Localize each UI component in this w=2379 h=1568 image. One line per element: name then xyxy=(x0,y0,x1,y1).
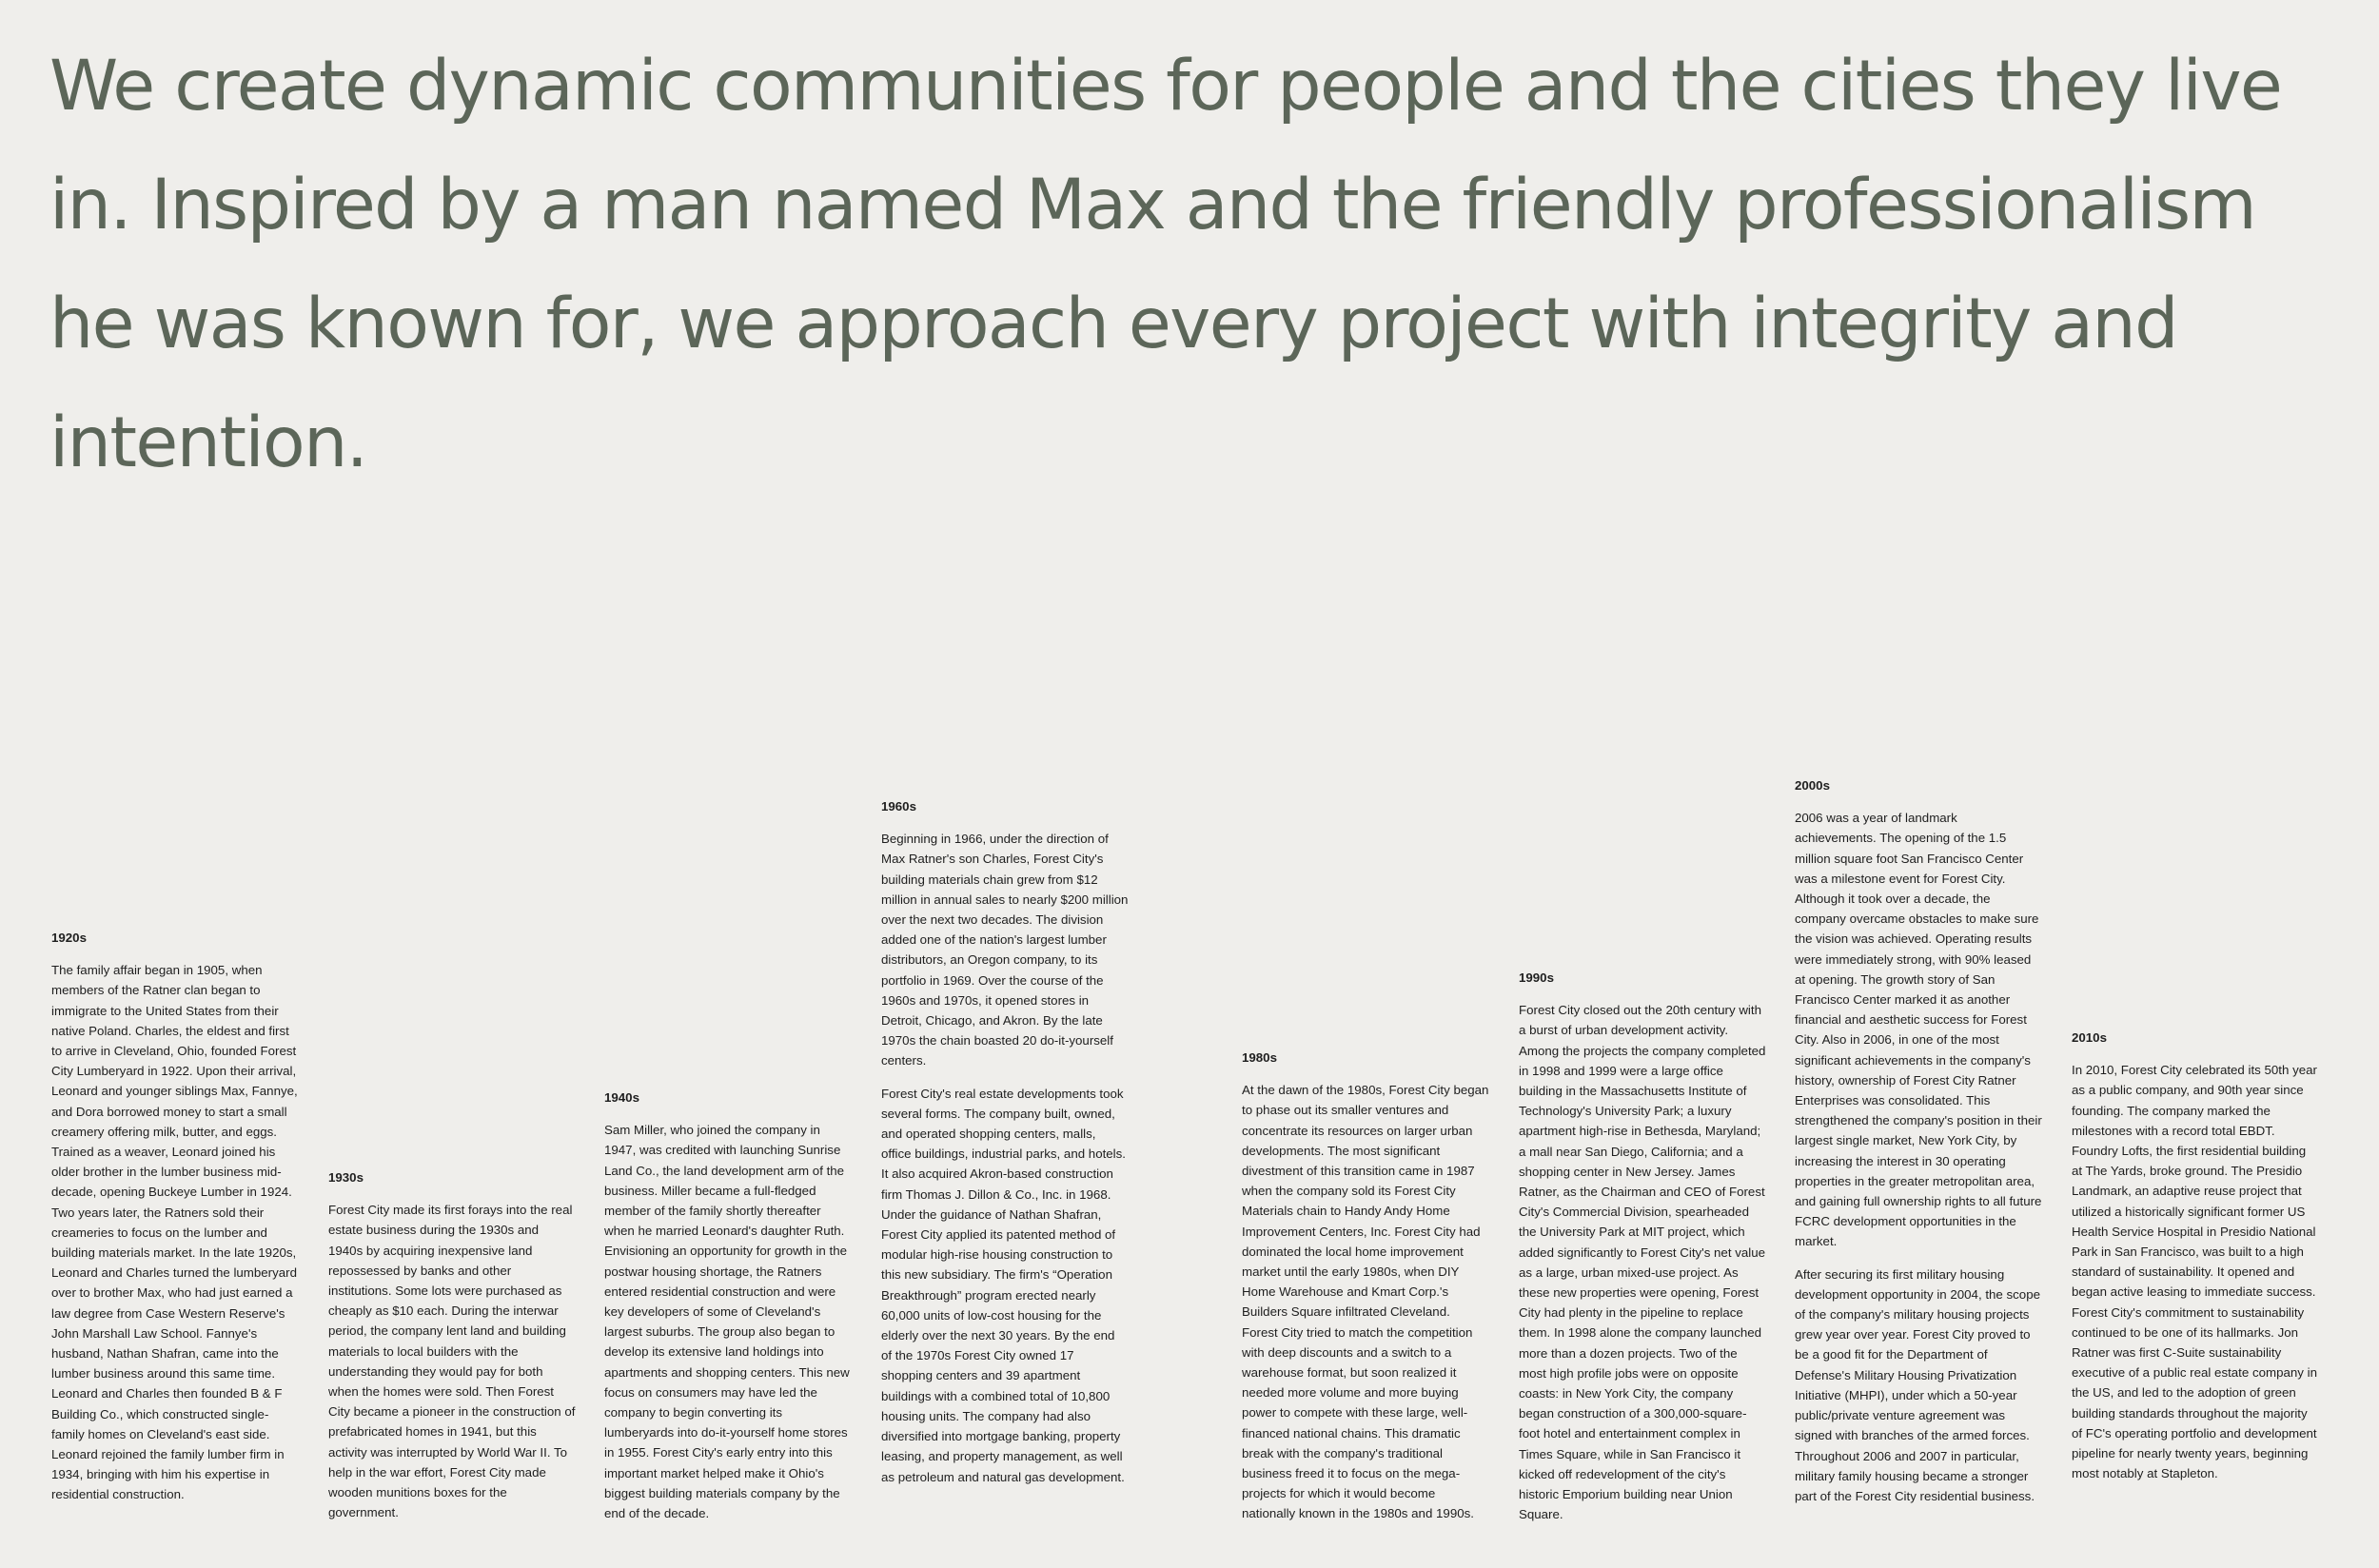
decade-heading: 1930s xyxy=(328,1170,364,1185)
decade-heading: 1940s xyxy=(604,1090,639,1105)
timeline-1940s xyxy=(604,1088,852,1536)
timeline-paragraph: After securing its first military housing development opportunity in 2004, the scope of the company's military housing projects grew year over year. Forest City proved to be a good fit for the Department of Defense's Military Housing Privatization Initiative (MHPI), under which a 50-year public/private venture agreement was signed with branches of the armed forces. Throughout 2006 and 2007 in particular, military family housing became a stronger part of the Forest City residential business. xyxy=(1795,1266,2040,1503)
timeline-paragraph: Forest City closed out the 20th century with a burst of urban development activity. Among the projects the company completed in 1998 and 1999 were a large office building in the Massachusetts Institute of Technology's University Park; a luxury apartment high-rise in Bethesda, Maryland; a mall near San Diego, California; and a shopping center in New Jersey. James Ratner, as the Chairman and CEO of Forest City's Commercial Division, spearheaded the University Park at MIT project, which added significantly to Forest City's net value as a large, urban mixed-use project. As these new properties were opening, Forest City had plenty in the pipeline to replace them. In 1998 alone the company launched more than a dozen projects. Two of the most high profile jobs were on opposite coasts: in New York City, the company began construction of a 300,000-square-foot hotel and entertainment complex in Times Square, while in San Francisco it kicked off redevelopment of the city's historic Emporium building near Union Square. xyxy=(1519,1003,1766,1522)
intro-statement: We create dynamic communities for people and the cities they live in. Inspired by a man named Max and the friendly professionalism he was known for, we approach every project with integrity and intention. xyxy=(49,46,2282,483)
timeline-2000s xyxy=(1795,775,2042,1519)
timeline-paragraph: Sam Miller, who joined the company in 1947, was credited with launching Sunrise Land Co., the land development arm of the business. Miller became a full-fledged member of the family shortly thereafter when he married Leonard's daughter Ruth. Envisioning an opportunity for growth in the postwar housing shortage, the Ratners entered residential construction and were key developers of some of Cleveland's largest suburbs. The group also began to develop its extensive land holdings into apartments and shopping centers. This new focus on consumers may have led the company to begin converting its lumberyards into do-it-yourself home stores in 1955. Forest City's early entry into this important market helped make it Ohio's biggest building materials company by the end of the decade. xyxy=(604,1123,850,1521)
timeline-paragraph: Forest City's real estate developments took several forms. The company built, owned, and operated shopping centers, malls, office buildings, industrial parks, and hotels. It also acquired Akron-based construction firm Thomas J. Dillon & Co., Inc. in 1968. Under the guidance of Nathan Shafran, Forest City applied its patented method of modular high-rise housing construction to this new subsidiary. The firm's “Operation Breakthrough” program erected nearly 60,000 units of low-cost housing for the elderly over the next 30 years. By the end of the 1970s Forest City owned 17 shopping centers and 39 apartment buildings with a combined total of 10,800 housing units. The company had also diversified into mortgage banking, property leasing, and property management, as well as petroleum and natural gas development. xyxy=(881,1086,1126,1484)
timeline-paragraph: At the dawn of the 1980s, Forest City began to phase out its smaller ventures and concentrate its resources on larger urban developments. The most significant divestment of this transition came in 1987 when the company sold its Forest City Materials chain to Handy Andy Home Improvement Centers, Inc. Forest City had dominated the local home improvement market until the early 1980s, when DIY Home Warehouse and Kmart Corp.'s Builders Square infiltrated Cleveland. Forest City tried to match the competition with deep discounts and a switch to a warehouse format, but soon realized it needed more volume and more buying power to compete with these large, well-financed national chains. This dramatic break with the company's traditional business freed it to focus on the mega-projects for which it would become nationally known in the 1980s and 1990s. xyxy=(1242,1083,1489,1521)
timeline-paragraph: In 2010, Forest City celebrated its 50th year as a public company, and 90th year since founding. The company marked the milestones with a record total EBDT. Foundry Lofts, the first residential building at The Yards, broke ground. The Presidio Landmark, an adaptive reuse project that utilized a historically significant former US Health Service Hospital in Presidio National Park in San Francisco, was built to a high standard of sustainability. It opened and began active leasing to immediate success. Forest City's commitment to sustainability continued to be one of its hallmarks. Jon Ratner was first C-Suite sustainability executive of a public real estate company in the US, and led to the adoption of green building standards throughout the majority of FC's operating portfolio and development pipeline for nearly twenty years, beginning most notably at Stapleton. xyxy=(2072,1063,2317,1481)
decade-heading: 1990s xyxy=(1519,970,1554,985)
timeline-1980s xyxy=(1242,1048,1489,1537)
timeline-1930s xyxy=(328,1167,576,1535)
timeline-paragraph: 2006 was a year of landmark achievements. The opening of the 1.5 million square foot San Francisco Center was a milestone event for Forest City. Although it took over a decade, the company overcame obstacles to make sure the vision was achieved. Operating results were immediately strong, with 90% leased at opening. The growth story of San Francisco Center marked it as another financial and aesthetic success for Forest City. Also in 2006, in one of the most significant achievements in the company's history, ownership of Forest City Ratner Enterprises was consolidated. This strengthened the company's position in their largest single market, New York City, by increasing the interest in 30 operating properties in the greater metropolitan area, and gaining full ownership rights to all future FCRC development opportunities in the market. xyxy=(1795,811,2042,1249)
timeline-paragraph: Forest City made its first forays into the real estate business during the 1930s and 1940s by acquiring inexpensive land repossessed by banks and other institutions. Some lots were purchased as cheaply as $10 each. During the interwar period, the company lent land and building materials to local builders with the understanding they would pay for both when the homes were sold. Then Forest City became a pioneer in the construction of prefabricated homes in 1941, but this activity was interrupted by World War II. To help in the war effort, Forest City made wooden munitions boxes for the government. xyxy=(328,1203,576,1520)
timeline-1990s xyxy=(1519,968,1766,1537)
decade-heading: 1980s xyxy=(1242,1050,1277,1065)
timeline-paragraph: The family affair began in 1905, when members of the Ratner clan began to immigrate to the United States from their native Poland. Charles, the eldest and first to arrive in Cleveland, Ohio, founded Forest City Lumberyard in 1922. Upon their arrival, Leonard and younger siblings Max, Fannye, and Dora borrowed money to start a small creamery offering milk, butter, and eggs. Trained as a weaver, Leonard joined his older brother in the lumber business mid-decade, opening Buckeye Lumber in 1924. Two years later, the Ratners sold their creameries to focus on the lumber and building materials market. In the late 1920s, Leonard and Charles turned the lumberyard over to brother Max, who had just earned a law degree from Case Western Reserve's John Marshall Law School. Fannye's husband, Nathan Shafran, came into the lumber business around this same time. Leonard and Charles then founded B & F Building Co., which constructed single-family homes on Cleveland's east side. Leonard rejoined the family lumber firm in 1934, bringing with him his expertise in residential construction. xyxy=(51,963,298,1502)
decade-heading: 2010s xyxy=(2072,1030,2107,1045)
decade-heading: 1920s xyxy=(51,931,87,945)
decade-heading: 1960s xyxy=(881,799,916,813)
timeline-paragraph: Beginning in 1966, under the direction of Max Ratner's son Charles, Forest City's building materials chain grew from $12 million in annual sales to nearly $200 million over the next two decades. The division added one of the nation's largest lumber distributors, an Oregon company, to its portfolio in 1969. Over the course of the 1960s and 1970s, it opened stores in Detroit, Chicago, and Akron. By the late 1970s the chain boasted 20 do-it-yourself centers. xyxy=(881,832,1129,1068)
timeline-1960s xyxy=(881,796,1129,1499)
decade-heading: 2000s xyxy=(1795,778,1830,793)
timeline-2010s xyxy=(2072,1028,2319,1496)
timeline-1920s xyxy=(51,928,299,1518)
